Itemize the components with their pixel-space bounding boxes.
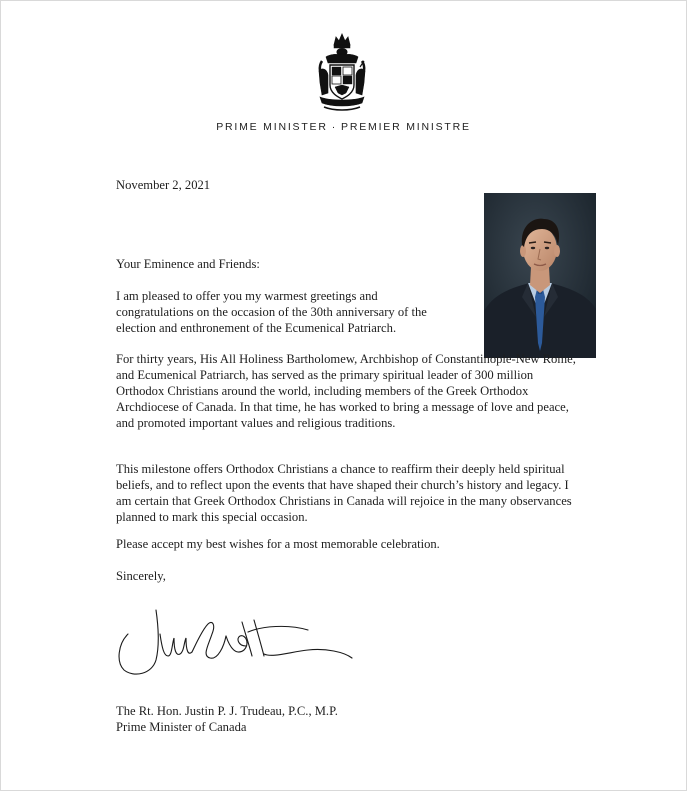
signatory-name: The Rt. Hon. Justin P. J. Trudeau, P.C., M.P. (116, 704, 338, 718)
office-title-separator: · (331, 121, 338, 133)
letterhead-office-title (0, 121, 687, 133)
handwritten-signature (112, 604, 358, 682)
office-title-english: PRIME MINISTER (216, 121, 328, 133)
body-paragraph-1: I am pleased to offer you my warmest greetings and congratulations on the occasion of the 30th anniversary of the election and enthronement of the Ecumenical Patriarch. (116, 289, 427, 335)
office-title-french: PREMIER MINISTRE (341, 121, 471, 133)
letter-closing: Sincerely, (116, 569, 166, 583)
body-paragraph-3: This milestone offers Orthodox Christians a chance to reaffirm their deeply held spiritual beliefs, and to reflect upon the events that have shaped their church’s history and legacy. I am certain that Greek Orthodox Christians in Canada will rejoice in the many observances planned to mark this special occasion. (116, 462, 572, 524)
portrait-photo (484, 193, 596, 358)
body-paragraph-2: For thirty years, His All Holiness Bartholomew, Archbishop of Constantinople-New Rome, and Ecumenical Patriarch, has served as the primary spiritual leader of 300 million Orthodox Christians around the world, including members of the Greek Orthodox Archdiocese of Canada. In that time, he has worked to bring a message of love and peace, and promoted important values and religious traditions. (116, 352, 576, 430)
letter-salutation: Your Eminence and Friends: (116, 257, 260, 271)
portrait-illustration (484, 193, 596, 358)
coat-of-arms-icon (316, 31, 368, 113)
signatory-title: Prime Minister of Canada (116, 720, 247, 734)
letter-date: November 2, 2021 (116, 178, 211, 192)
body-paragraph-4: Please accept my best wishes for a most memorable celebration. (116, 537, 440, 551)
